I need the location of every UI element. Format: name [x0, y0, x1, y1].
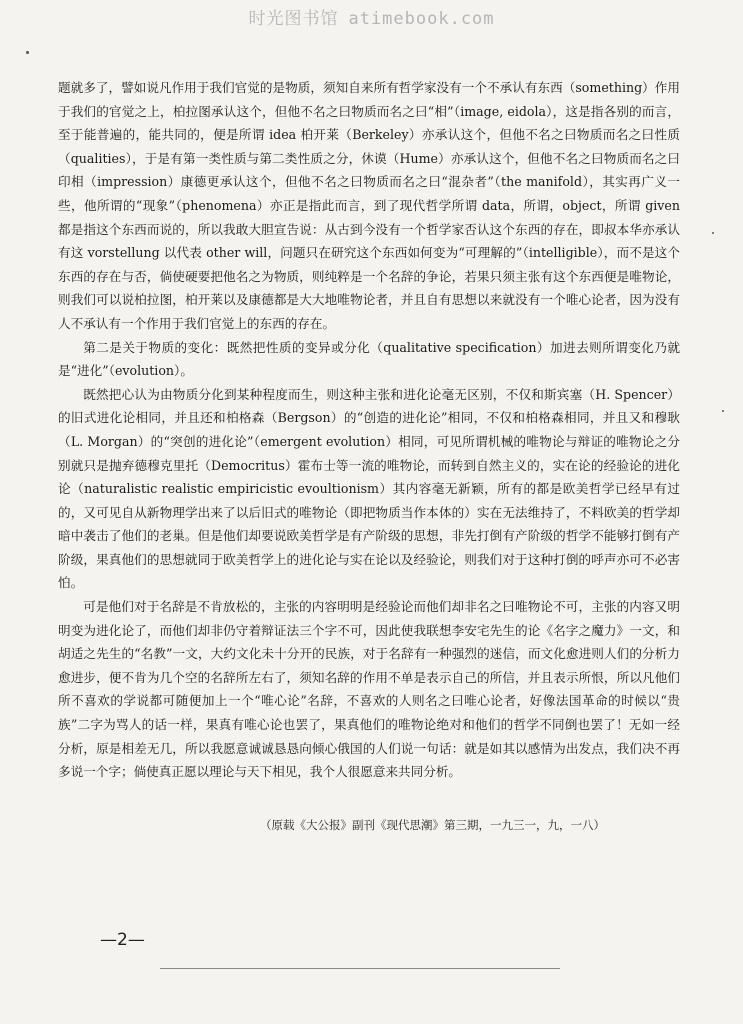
scan-speck-right-lower: [722, 410, 724, 412]
watermark-site-name: 时光图书馆: [248, 9, 339, 29]
scan-artifact-line: [160, 968, 560, 969]
paragraph-evolution: 既然把心认为由物质分化到某种程度而生，则这种主张和进化论毫无区别，不仅和斯宾塞（H. Spencer）的旧式进化论相同，并且还和柏格森（Bergson）的“创造的进化论”相同，不仅和柏格森相同，并且又和穆耿（L. Morgan）的“突创的进化论”（emergent evolution）相同，可见所谓机械的唯物论与辩证的唯物论之分别就只是抛弃德穆克里托（Democritus）霍布士等一流的唯物论，而转到自然主义的，实在论的经验论的进化论（naturalistic realistic empiricistic evoultionism）其内容毫无新颖，所有的都是欧美哲学已经早有过的，又可见自从新物理学出来了以后旧式的唯物论（即把物质当作本体的）实在无法维持了，不料欧美的哲学却暗中袭击了他们的老巢。但是他们却要说欧美哲学是有产阶级的思想，非先打倒有产阶级的哲学不能够打倒有产阶级，果真他们的思想就同于欧美哲学上的进化论与实在论以及经验论，则我们对于这种打倒的呼声亦可不必害怕。: [58, 386, 680, 591]
scan-speck-right: [712, 232, 714, 234]
article-body: [58, 76, 680, 784]
page-number: —2—: [100, 930, 145, 950]
source-citation: （原载《大公报》副刊《现代思潮》第三期，一九三一，九，一八）: [260, 818, 605, 832]
paragraph-second-point: 第二是关于物质的变化：既然把性质的变异或分化（qualitative specification）加进去则所谓变化乃就是“进化”（evolution）。: [58, 339, 680, 379]
scan-speck-left: [26, 51, 29, 54]
watermark-site-domain: atimebook.com: [348, 9, 495, 29]
site-watermark: [0, 4, 743, 29]
paragraph-continuation: 题就多了，譬如说凡作用于我们官觉的是物质，须知自来所有哲学家没有一个不承认有东西（something）作用于我们的官觉之上，柏拉图承认这个，但他不名之曰物质而名之曰“相”（image, eidola），这是指各别的而言，至于能普遍的，能共同的，便是所谓 idea 柏开莱（Berkeley）亦承认这个，但他不名之曰物质而名之曰性质（qualities），于是有第一类性质与第二类性质之分，休谟（Hume）亦承认这个，但他不名之曰物质而名之曰印相（impression）康德更承认这个，但他不名之曰物质而名之曰“混杂者”（the manifold），其实再广义一些，他所谓的“现象”（phenomena）亦正是指此而言，到了现代哲学所谓 data，所谓，object，所谓 given 都是指这个东西而说的，所以我敢大胆宣告说：从古到今没有一个哲学家否认这个东西的存在，即叔本华亦承认有这 vorstellung 以代表 other will，问题只在研究这个东西如何变为“可理解的”（intelligible），而不是这个东西的存在与否，倘使硬要把他名之为物质，则纯粹是一个名辞的争论，若果只须主张有这个东西便是唯物论，则我们可以说柏拉图，柏开莱以及康德都是大大地唯物论者，并且自有思想以来就没有一个唯心论者，因为没有人不承认有一个作用于我们官觉上的东西的存在。: [58, 80, 680, 331]
paragraph-names: 可是他们对于名辞是不肯放松的，主张的内容明明是经验论而他们却非名之曰唯物论不可，主张的内容又明明变为进化论了，而他们却非仍守着辩证法三个字不可，因此使我联想李安宅先生的论《名字之魔力》一文，和胡适之先生的“名教”一文，大约文化未十分开的民族，对于名辞有一种强烈的迷信，而文化愈进则人们的分析力愈进步，便不肯为几个空的名辞所左右了，须知名辞的作用不单是表示自己的所信，并且表示所恨，所以凡他们所不喜欢的学说都可随便加上一个“唯心论”名辞，不喜欢的人则名之曰唯心论者，好像法国革命的时候以“贵族”二字为骂人的话一样，果真有唯心论也罢了，果真他们的唯物论绝对和他们的哲学不同倒也罢了！无如一经分析，原是相差无几，所以我愿意诚诚恳恳向倾心俄国的人们说一句话：就是如其以感情为出发点，我们决不再多说一个字；倘使真正愿以理论与天下相见，我个人很愿意来共同分析。: [58, 599, 680, 780]
